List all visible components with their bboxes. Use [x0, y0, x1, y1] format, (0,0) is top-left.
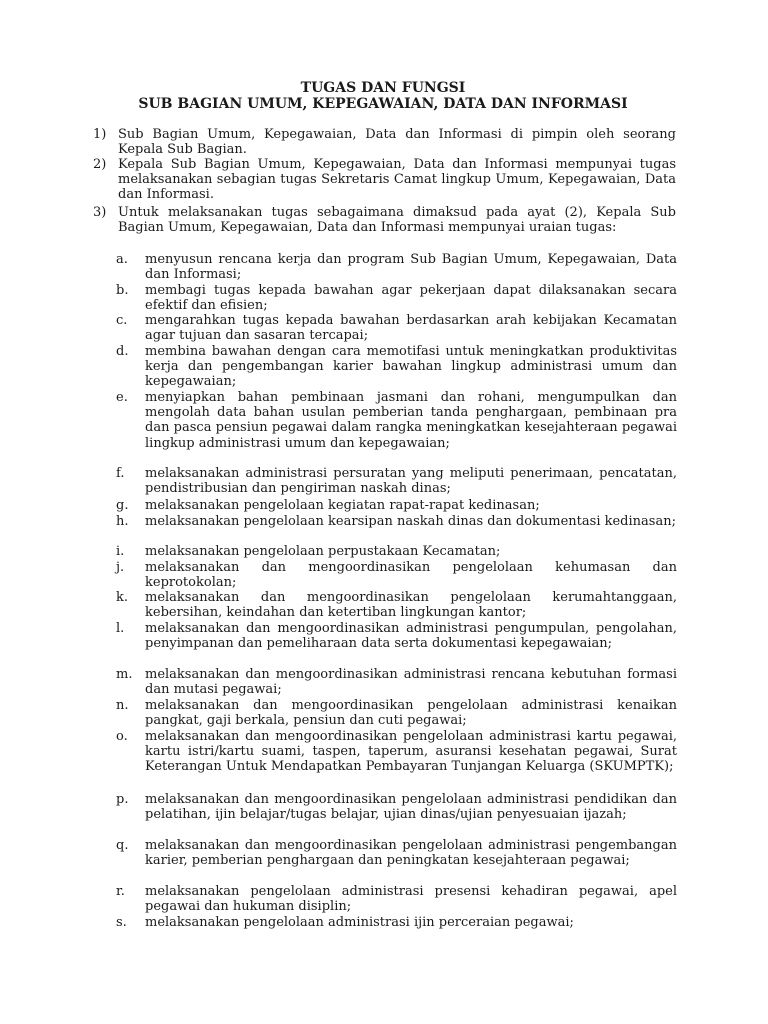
list-item-label: c.: [116, 313, 128, 328]
list-item-label: k.: [116, 590, 129, 605]
list-item-label: a.: [116, 252, 128, 267]
list-item-label: b.: [116, 283, 129, 298]
list-item: melaksanakan pengelolaan perpustakaan Kecamatan;: [145, 544, 501, 559]
document-subtitle: SUB BAGIAN UMUM, KEPEGAWAIAN, DATA DAN INFORMASI: [138, 96, 628, 112]
list-item-label: m.: [116, 667, 133, 682]
list-item-label: n.: [116, 698, 129, 713]
list-item-label: i.: [116, 544, 125, 559]
list-item-label: d.: [116, 344, 129, 359]
list-item: menyusun rencana kerja dan program Sub Bagian Umum, Kepegawaian, Data dan Informasi;: [145, 252, 677, 283]
list-item: melaksanakan dan mengoordinasikan administrasi rencana kebutuhan formasi dan mutasi pegawai;: [145, 667, 677, 698]
list-item-label: l.: [116, 621, 125, 636]
paragraph-text: Kepala Sub Bagian Umum, Kepegawaian, Data dan Informasi mempunyai tugas melaksanakan sebagian tugas Sekretaris Camat lingkup Umum, Kepegawaian, Data dan Informasi.: [118, 157, 676, 203]
list-item-label: f.: [116, 466, 125, 481]
paragraph-number: 1): [93, 127, 107, 142]
list-item: mengarahkan tugas kepada bawahan berdasarkan arah kebijakan Kecamatan agar tujuan dan sasaran tercapai;: [145, 313, 677, 344]
list-item: membina bawahan dengan cara memotifasi untuk meningkatkan produktivitas kerja dan pengembangan karier bawahan lingkup administrasi umum dan kepegawaian;: [145, 344, 677, 390]
list-item-label: p.: [116, 792, 129, 807]
list-item: melaksanakan dan mengoordinasikan pengelolaan administrasi kenaikan pangkat, gaji berkala, pensiun dan cuti pegawai;: [145, 698, 677, 729]
list-item: melaksanakan pengelolaan administrasi presensi kehadiran pegawai, apel pegawai dan hukuman disiplin;: [145, 884, 677, 915]
list-item: melaksanakan pengelolaan administrasi ijin perceraian pegawai;: [145, 915, 574, 930]
list-item-label: h.: [116, 514, 129, 529]
list-item: membagi tugas kepada bawahan agar pekerjaan dapat dilaksanakan secara efektif dan efisien;: [145, 283, 677, 314]
paragraph-number: 2): [93, 157, 107, 172]
list-item: melaksanakan dan mengoordinasikan pengelolaan administrasi pengembangan karier, pemberian penghargaan dan peningkatan kesejahteraan pegawai;: [145, 838, 677, 869]
list-item-label: r.: [116, 884, 125, 899]
list-item-label: g.: [116, 498, 129, 513]
list-item: melaksanakan pengelolaan kegiatan rapat-rapat kedinasan;: [145, 498, 540, 513]
list-item-label: o.: [116, 729, 128, 744]
list-item: melaksanakan dan mengoordinasikan administrasi pengumpulan, pengolahan, penyimpanan dan pemeliharaan data serta dokumentasi kepegawaian;: [145, 621, 677, 652]
list-item: melaksanakan dan mengoordinasikan pengelolaan administrasi pendidikan dan pelatihan, ijin belajar/tugas belajar, ujian dinas/ujian penyesuaian ijazah;: [145, 792, 677, 823]
list-item: melaksanakan pengelolaan kearsipan naskah dinas dan dokumentasi kedinasan;: [145, 514, 676, 529]
paragraph-number: 3): [93, 205, 107, 220]
list-item-label: s.: [116, 915, 127, 930]
list-item: melaksanakan dan mengoordinasikan pengelolaan kerumahtanggaan, kebersihan, keindahan dan ketertiban lingkungan kantor;: [145, 590, 677, 621]
list-item-label: q.: [116, 838, 129, 853]
list-item: menyiapkan bahan pembinaan jasmani dan rohani, mengumpulkan dan mengolah data bahan usulan pemberian tanda penghargaan, pembinaan pra dan pasca pensiun pegawai dalam rangka meningkatkan kesejahteraan pegawai lingkup administrasi umum dan kepegawaian;: [145, 390, 677, 451]
paragraph-text: Sub Bagian Umum, Kepegawaian, Data dan Informasi di pimpin oleh seorang Kepala Sub Bagian.: [118, 127, 676, 158]
list-item: melaksanakan dan mengoordinasikan pengelolaan kehumasan dan keprotokolan;: [145, 560, 677, 591]
list-item: melaksanakan administrasi persuratan yang meliputi penerimaan, pencatatan, pendistribusian dan pengiriman naskah dinas;: [145, 466, 677, 497]
list-item-label: j.: [116, 560, 125, 575]
list-item: melaksanakan dan mengoordinasikan pengelolaan administrasi kartu pegawai, kartu istri/kartu suami, taspen, taperum, asuransi kesehatan pegawai, Surat Keterangan Untuk Mendapatkan Pembayaran Tunjangan Keluarga (SKUMPTK);: [145, 729, 677, 775]
list-item-label: e.: [116, 390, 128, 405]
document-title: TUGAS DAN FUNGSI: [300, 80, 466, 96]
paragraph-text: Untuk melaksanakan tugas sebagaimana dimaksud pada ayat (2), Kepala Sub Bagian Umum, Kepegawaian, Data dan Informasi mempunyai uraian tugas:: [118, 205, 676, 236]
